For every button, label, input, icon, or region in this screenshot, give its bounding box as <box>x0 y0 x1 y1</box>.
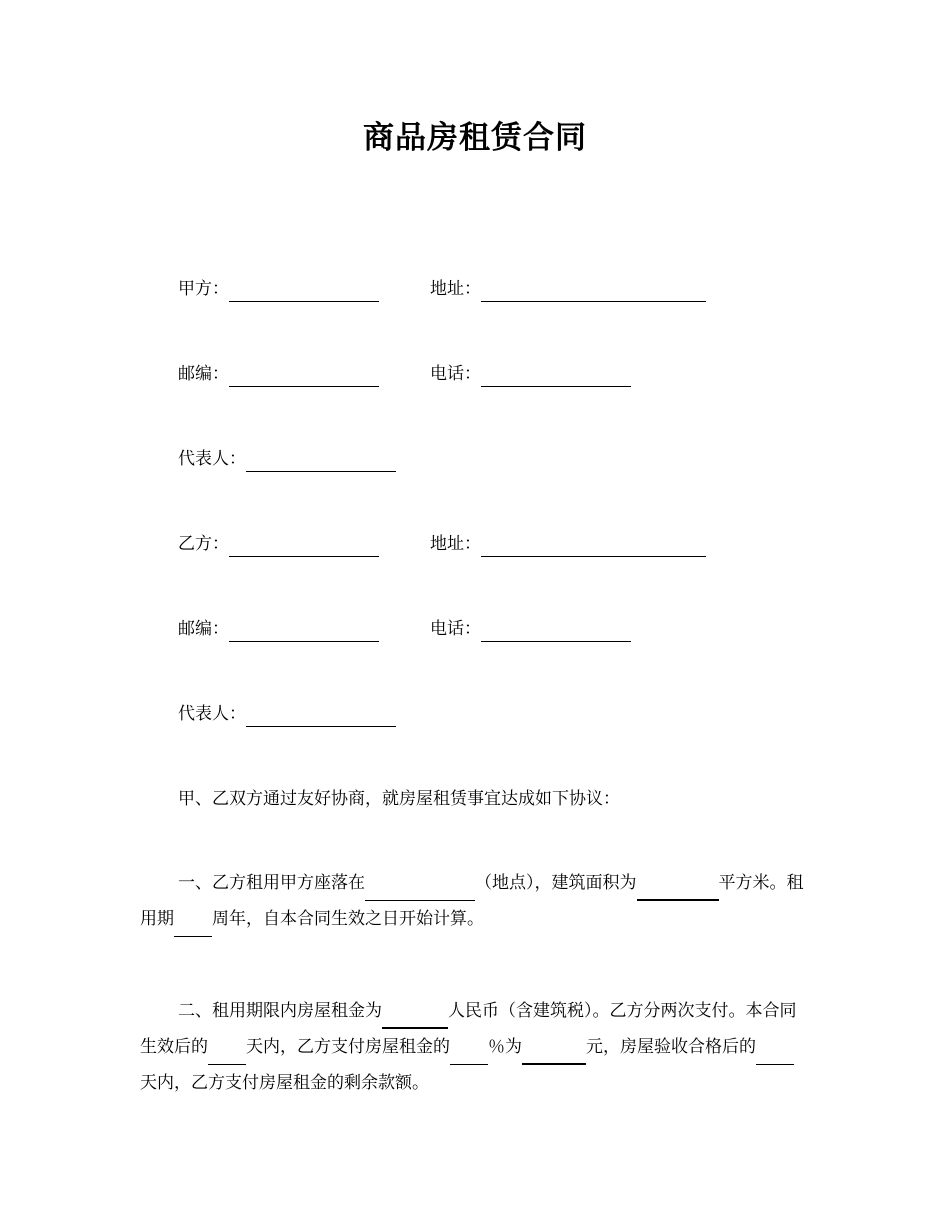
party-a-address-field[interactable] <box>481 281 706 302</box>
clause-2-text-2: 人民币（含建筑税）。乙方分两次支付。本合同生效后的 <box>140 1001 797 1057</box>
party-b-rep-field[interactable] <box>246 706 396 727</box>
party-b-contact-row <box>178 616 481 642</box>
party-a-rep-field[interactable] <box>246 451 396 472</box>
clause-2-text-3: 天内，乙方支付房屋租金的 <box>246 1037 450 1057</box>
rent-amount-field[interactable] <box>382 1005 448 1029</box>
clause-2-text-1: 二、租用期限内房屋租金为 <box>178 1001 382 1021</box>
party-b-address-field[interactable] <box>481 536 706 557</box>
party-a-rep-row <box>178 446 396 472</box>
clause-1-text-4: 周年，自本合同生效之日开始计算。 <box>212 909 484 929</box>
party-a-postcode-label: 邮编： <box>178 364 229 384</box>
party-a-contact-row <box>178 361 481 387</box>
clause-2-text-4: ％为 <box>488 1037 522 1057</box>
first-payment-days-field[interactable] <box>208 1042 246 1065</box>
party-b-name-field[interactable] <box>229 536 379 557</box>
party-a-name-field[interactable] <box>229 281 379 302</box>
party-a-postcode-field[interactable] <box>229 366 379 387</box>
party-b-name-row <box>178 531 481 557</box>
party-b-address-label: 地址： <box>430 534 481 554</box>
party-a-phone-field[interactable] <box>481 366 631 387</box>
party-a-rep-label: 代表人： <box>178 449 246 469</box>
party-a-phone-label: 电话： <box>430 364 481 384</box>
party-b-postcode-field[interactable] <box>229 621 379 642</box>
clause-1 <box>140 865 805 937</box>
party-b-postcode-label: 邮编： <box>178 619 229 639</box>
party-a-label: 甲方： <box>178 279 229 299</box>
party-b-label: 乙方： <box>178 534 229 554</box>
clause-1-text-3: 平方米。租用期 <box>140 873 804 929</box>
party-b-rep-row <box>178 701 396 727</box>
clause-2-text-5: 元，房屋验收合格后的 <box>586 1037 756 1057</box>
first-payment-percent-field[interactable] <box>450 1042 488 1065</box>
intro-paragraph <box>178 786 620 812</box>
party-b-rep-label: 代表人： <box>178 704 246 724</box>
clause-1-text-2: （地点），建筑面积为 <box>475 873 637 893</box>
location-field[interactable] <box>365 878 475 901</box>
party-a-name-row <box>178 276 481 302</box>
clause-2 <box>140 993 805 1101</box>
party-a-address-label: 地址： <box>430 279 481 299</box>
area-field[interactable] <box>637 877 719 901</box>
clause-2-text-6: 天内，乙方支付房屋租金的剩余款额。 <box>140 1073 429 1093</box>
remaining-payment-days-field[interactable] <box>756 1042 794 1065</box>
party-b-phone-label: 电话： <box>430 619 481 639</box>
first-payment-amount-field[interactable] <box>522 1041 586 1065</box>
clause-1-text-1: 一、乙方租用甲方座落在 <box>178 873 365 893</box>
party-b-phone-field[interactable] <box>481 621 631 642</box>
document-title: 商品房租赁合同 <box>363 120 587 156</box>
intro-text: 甲、乙双方通过友好协商，就房屋租赁事宜达成如下协议： <box>178 789 620 809</box>
term-years-field[interactable] <box>174 914 212 937</box>
